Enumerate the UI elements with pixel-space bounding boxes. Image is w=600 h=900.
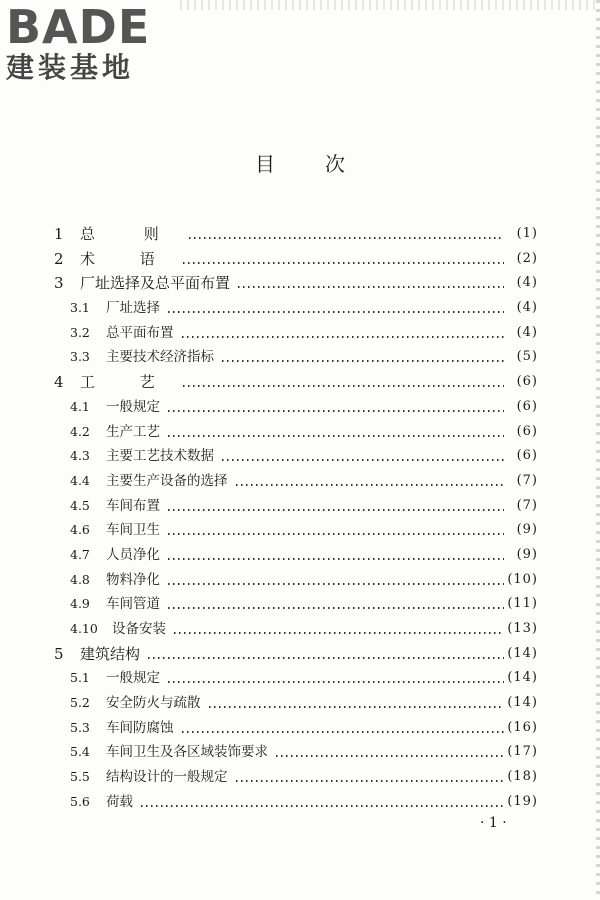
- toc-entry-page: (4): [516, 300, 538, 316]
- toc-entry: [0, 716, 600, 741]
- toc-entry-label: 总 则: [80, 225, 181, 243]
- toc-entry: [0, 271, 600, 296]
- toc-leader-dots: [141, 805, 504, 807]
- toc-entry-label: 术 语: [80, 249, 175, 268]
- toc-entry-page: (11): [507, 596, 538, 612]
- toc-leader-dots: [174, 632, 504, 634]
- bade-logo: [6, 0, 176, 84]
- toc-entry: [0, 296, 600, 321]
- toc-entry: [0, 543, 600, 568]
- toc-entry-page: (9): [516, 522, 538, 538]
- toc-entry-number: 2: [54, 249, 64, 268]
- toc-entry: [0, 420, 600, 445]
- toc-entry: [0, 592, 600, 617]
- toc-entry: [0, 568, 600, 593]
- toc-entry-number: 5.4: [70, 744, 90, 760]
- toc-entry-label: 车间卫生及各区域装饰要求: [106, 744, 268, 761]
- toc-entry-page: (17): [507, 744, 538, 760]
- toc-entry-label: 结构设计的一般规定: [106, 769, 228, 786]
- toc-entry-page: (19): [507, 793, 538, 809]
- toc-entry-label: 工 艺: [80, 373, 175, 392]
- toc-entry-page: (5): [516, 349, 538, 365]
- toc-leader-dots: [168, 311, 504, 313]
- toc-entry-number: 5.3: [70, 719, 90, 735]
- toc-entry-label: 车间防腐蚀: [106, 719, 174, 736]
- toc-entry-page: (14): [507, 670, 538, 686]
- toc-entry: [0, 518, 600, 543]
- toc-entry-page: (9): [516, 546, 538, 562]
- toc-entry: [0, 321, 600, 346]
- toc-leader-dots: [168, 533, 504, 535]
- toc-entry-page: (6): [516, 374, 538, 390]
- toc-leader-dots: [168, 410, 504, 412]
- toc-entry-page: (6): [516, 423, 538, 439]
- toc-leader-dots: [222, 360, 504, 362]
- toc-leader-dots: [168, 607, 504, 609]
- toc-entry-page: (16): [507, 719, 538, 735]
- toc-entry-label: 一般规定: [106, 398, 160, 415]
- toc-entry-label: 车间管道: [106, 596, 160, 613]
- toc-entry-label: 荷载: [106, 793, 133, 810]
- toc-entry-page: (7): [516, 472, 538, 488]
- toc-entry-page: (4): [516, 275, 538, 291]
- toc-entry: [0, 444, 600, 469]
- toc-entry-number: 4.9: [70, 596, 90, 612]
- toc-entry-page: (1): [516, 226, 538, 241]
- toc-leader-dots: [183, 262, 504, 264]
- toc-entry-page: (7): [516, 497, 538, 513]
- toc-entry-label: 车间卫生: [106, 522, 160, 539]
- toc-entry-label: 主要技术经济指标: [106, 349, 214, 366]
- logo-cjk-text: 建装基地: [6, 51, 135, 84]
- toc-entry-page: (2): [516, 250, 538, 266]
- toc-entry: [0, 345, 600, 370]
- toc-entry-number: 4: [54, 373, 64, 392]
- toc-entry: [0, 666, 600, 691]
- toc-entry-page: (14): [507, 645, 538, 661]
- scan-artifact-top: [180, 0, 600, 10]
- toc-entry: [0, 395, 600, 420]
- toc-entry: [0, 740, 600, 765]
- toc-entry-number: 5.6: [70, 793, 90, 809]
- toc-entry-number: 5: [54, 644, 64, 663]
- toc-entry-number: 4.8: [70, 571, 90, 587]
- toc-entry: [0, 691, 600, 716]
- toc-leader-dots: [148, 657, 504, 659]
- toc-leader-dots: [183, 385, 504, 387]
- toc-entry: [0, 222, 600, 247]
- toc-entry-label: 生产工艺: [106, 423, 160, 440]
- toc-entry-label: 厂址选择: [106, 300, 160, 317]
- toc-entry: [0, 247, 600, 272]
- toc-entry: [0, 642, 600, 667]
- toc-entry-number: 3.2: [70, 324, 90, 340]
- toc-entry-page: (13): [507, 621, 538, 636]
- toc-entry: [0, 790, 600, 815]
- toc-entry: [0, 370, 600, 395]
- toc-entry-page: (4): [516, 324, 538, 340]
- toc-entry-number: 4.7: [70, 546, 90, 562]
- toc-leader-dots: [236, 484, 504, 486]
- toc-leader-dots: [222, 459, 504, 461]
- toc-leader-dots: [168, 583, 504, 585]
- toc-entry-page: (6): [516, 448, 538, 464]
- toc-entry-label: 主要生产设备的选择: [106, 472, 228, 489]
- toc-entry-page: (18): [507, 769, 538, 785]
- page-title: 目次: [255, 152, 395, 176]
- toc-entry-page: (14): [507, 695, 538, 711]
- toc-entry-number: 5.1: [70, 670, 90, 686]
- toc-leader-dots: [189, 237, 504, 239]
- toc-entry: [0, 765, 600, 790]
- toc-leader-dots: [168, 558, 504, 560]
- toc-entry-label: 建筑结构: [80, 644, 141, 663]
- toc-entry-label: 物料净化: [106, 571, 160, 588]
- toc-leader-dots: [168, 435, 504, 437]
- toc-entry: [0, 494, 600, 519]
- toc-leader-dots: [276, 755, 504, 757]
- toc-entry-page: (10): [507, 571, 538, 587]
- toc-entry-number: 3.3: [70, 349, 90, 365]
- toc-entry-label: 人员净化: [106, 546, 160, 563]
- toc-entry-label: 厂址选择及总平面布置: [80, 274, 231, 293]
- toc-entry-number: 5.5: [70, 769, 90, 785]
- toc-entry-number: 1: [54, 225, 64, 243]
- toc-entry-number: 4.1: [70, 398, 90, 414]
- toc-leader-dots: [168, 681, 504, 683]
- toc-entry-label: 总平面布置: [106, 324, 174, 341]
- toc-entry-number: 4.10: [70, 621, 98, 636]
- toc-entry-number: 5.2: [70, 695, 90, 711]
- toc-entry-number: 4.4: [70, 472, 90, 488]
- page-number: · 1 ·: [480, 815, 507, 831]
- toc-entry: [0, 617, 600, 642]
- toc-entry-number: 4.3: [70, 448, 90, 464]
- toc-entry-number: 3.1: [70, 300, 90, 316]
- toc-entry-number: 3: [54, 274, 64, 293]
- toc-entry-label: 一般规定: [106, 670, 160, 687]
- toc-entry-label: 安全防火与疏散: [106, 695, 201, 712]
- toc-entry-label: 设备安装: [112, 621, 166, 637]
- toc-entry-label: 主要工艺技术数据: [106, 448, 214, 465]
- toc-entry-label: 车间布置: [106, 497, 160, 514]
- toc-entry-number: 4.2: [70, 423, 90, 439]
- toc-entry-number: 4.6: [70, 522, 90, 538]
- toc-leader-dots: [182, 336, 504, 338]
- toc-leader-dots: [238, 286, 504, 288]
- toc-entry: [0, 469, 600, 494]
- logo-latin-text: BADE: [6, 0, 151, 54]
- toc-leader-dots: [209, 706, 504, 708]
- toc-leader-dots: [182, 731, 504, 733]
- table-of-contents: [0, 222, 600, 815]
- toc-leader-dots: [168, 509, 504, 511]
- toc-leader-dots: [236, 780, 504, 782]
- toc-entry-page: (6): [516, 398, 538, 414]
- toc-entry-number: 4.5: [70, 497, 90, 513]
